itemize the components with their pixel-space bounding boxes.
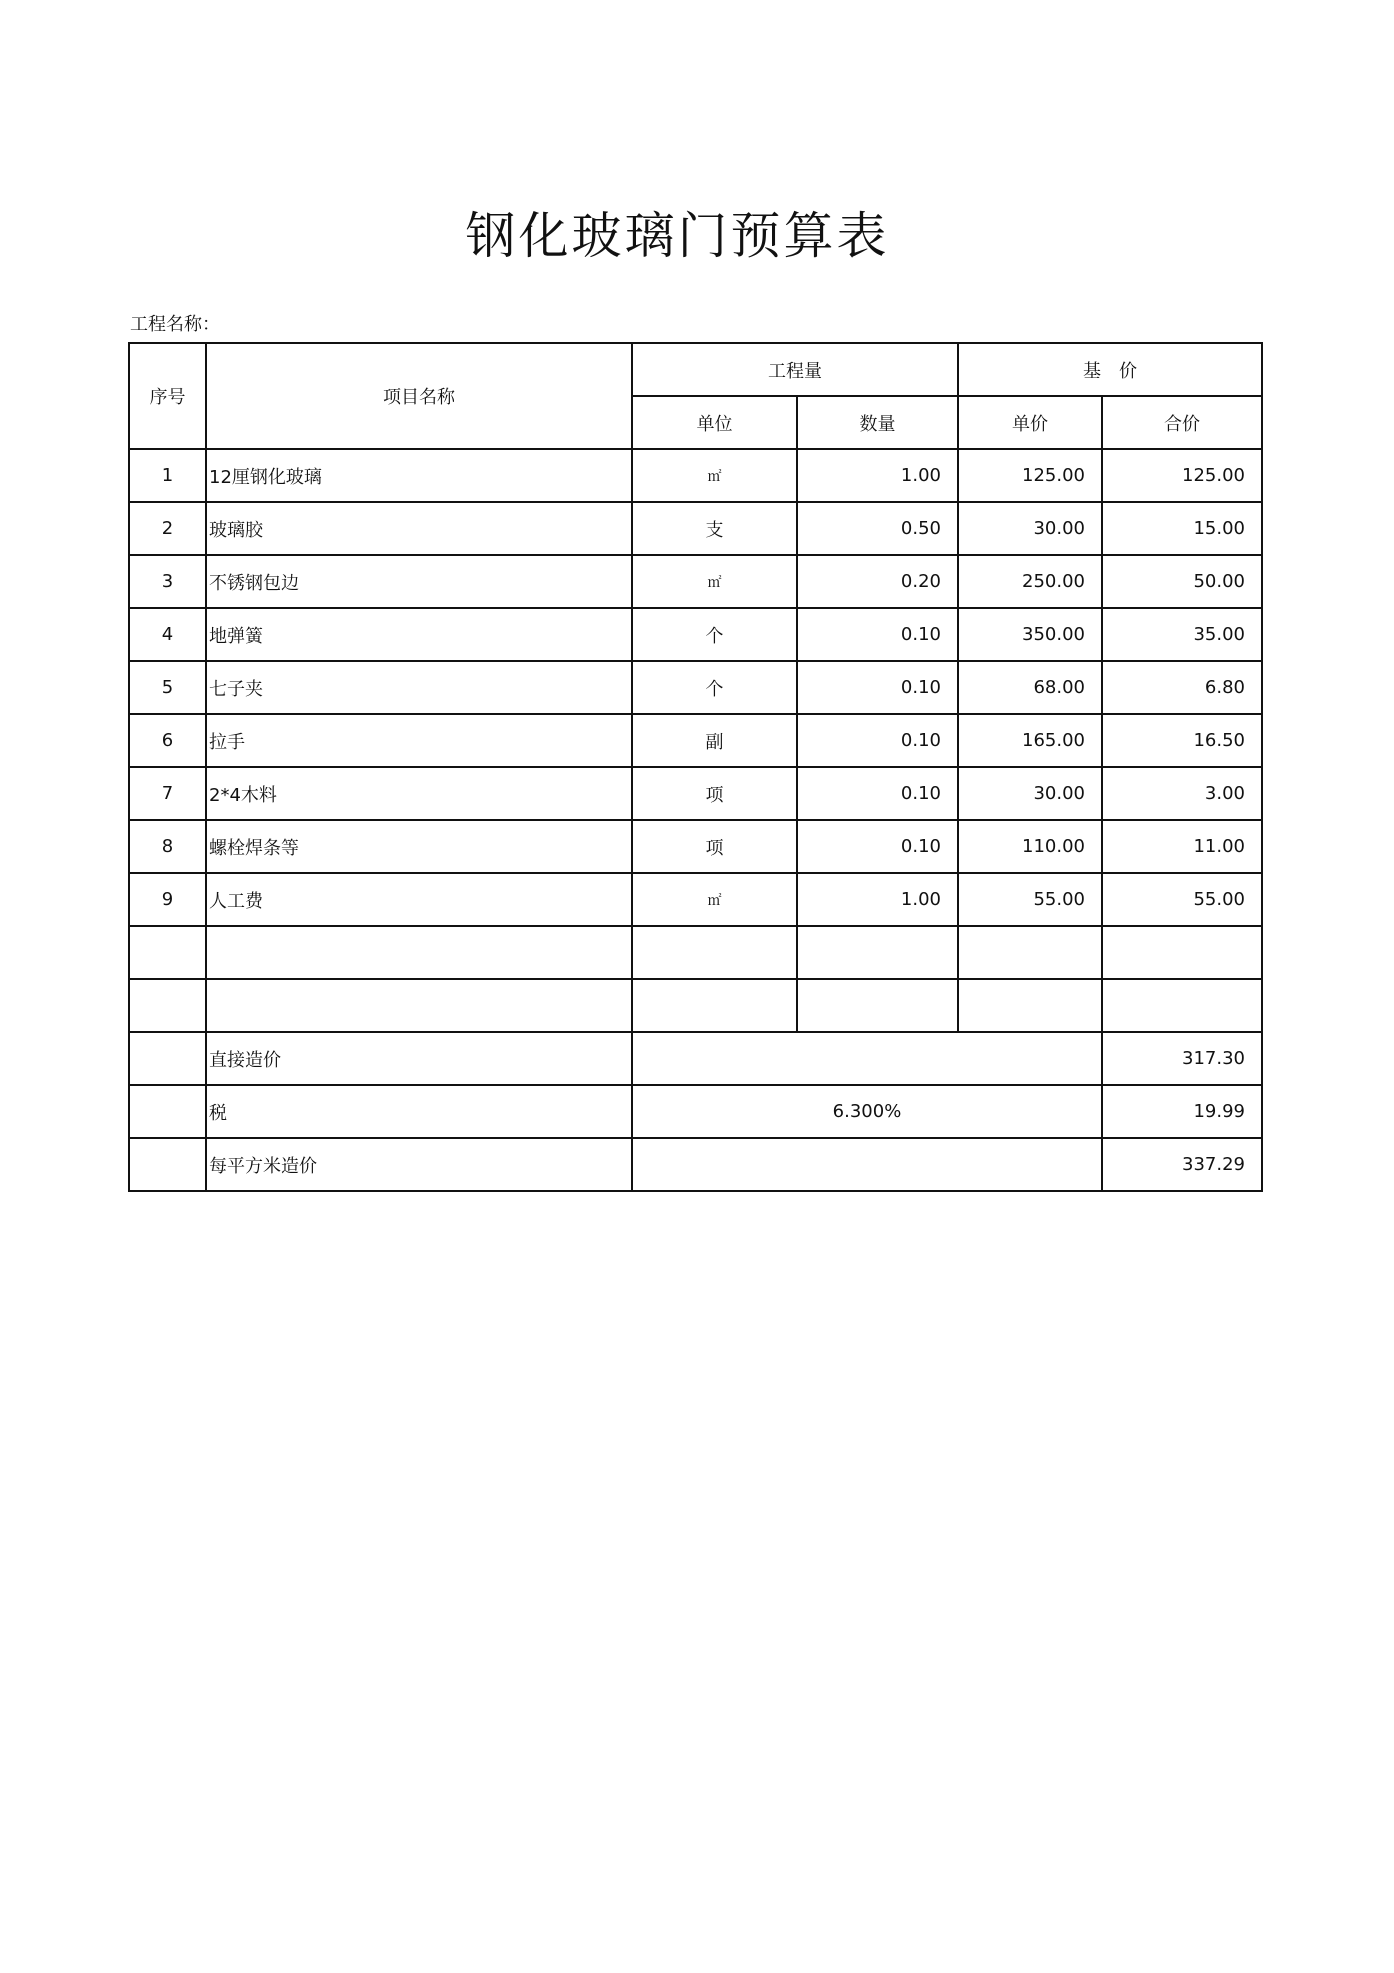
row-quantity: 0.20 bbox=[797, 555, 958, 608]
header-item-name: 项目名称 bbox=[206, 343, 632, 449]
row-unit-price: 125.00 bbox=[958, 449, 1102, 502]
row-item-name: 地弹簧 bbox=[206, 608, 632, 661]
direct-cost-value: 317.30 bbox=[1102, 1032, 1262, 1085]
header-seq: 序号 bbox=[129, 343, 206, 449]
header-row-top bbox=[129, 343, 1262, 396]
table-row bbox=[129, 502, 1262, 555]
row-total: 55.00 bbox=[1102, 873, 1262, 926]
table-row bbox=[129, 661, 1262, 714]
per-sqm-value: 337.29 bbox=[1102, 1138, 1262, 1191]
empty-cell bbox=[797, 979, 958, 1032]
row-item-name: 螺栓焊条等 bbox=[206, 820, 632, 873]
empty-cell bbox=[129, 1138, 206, 1191]
row-seq: 5 bbox=[129, 661, 206, 714]
table-row bbox=[129, 449, 1262, 502]
row-unit: 副 bbox=[632, 714, 797, 767]
row-unit-price: 30.00 bbox=[958, 767, 1102, 820]
row-item-name: 2*4木料 bbox=[206, 767, 632, 820]
table-row bbox=[129, 767, 1262, 820]
table-row bbox=[129, 873, 1262, 926]
row-unit: 支 bbox=[632, 502, 797, 555]
row-unit: ㎡ bbox=[632, 449, 797, 502]
empty-cell bbox=[129, 979, 206, 1032]
row-quantity: 0.10 bbox=[797, 661, 958, 714]
row-item-name: 拉手 bbox=[206, 714, 632, 767]
row-seq: 6 bbox=[129, 714, 206, 767]
header-quantity-group: 工程量 bbox=[632, 343, 958, 396]
row-unit: ㎡ bbox=[632, 873, 797, 926]
empty-cell bbox=[129, 1032, 206, 1085]
page-title: 钢化玻璃门预算表 bbox=[465, 207, 890, 265]
row-total: 50.00 bbox=[1102, 555, 1262, 608]
row-seq: 2 bbox=[129, 502, 206, 555]
empty-cell bbox=[129, 1085, 206, 1138]
empty-cell bbox=[797, 926, 958, 979]
row-quantity: 0.10 bbox=[797, 767, 958, 820]
row-quantity: 0.10 bbox=[797, 608, 958, 661]
row-item-name: 不锈钢包边 bbox=[206, 555, 632, 608]
header-unit-price: 单价 bbox=[958, 396, 1102, 449]
empty-cell bbox=[206, 926, 632, 979]
row-quantity: 0.50 bbox=[797, 502, 958, 555]
header-quantity: 数量 bbox=[797, 396, 958, 449]
empty-row bbox=[129, 926, 1262, 979]
row-unit: ㎡ bbox=[632, 555, 797, 608]
row-total: 125.00 bbox=[1102, 449, 1262, 502]
empty-cell bbox=[1102, 979, 1262, 1032]
row-total: 35.00 bbox=[1102, 608, 1262, 661]
header-price-group: 基 价 bbox=[958, 343, 1262, 396]
tax-label: 税 bbox=[206, 1085, 632, 1138]
row-quantity: 1.00 bbox=[797, 449, 958, 502]
row-unit-price: 68.00 bbox=[958, 661, 1102, 714]
table-row bbox=[129, 714, 1262, 767]
row-unit-price: 250.00 bbox=[958, 555, 1102, 608]
row-item-name: 人工费 bbox=[206, 873, 632, 926]
row-unit: 个 bbox=[632, 661, 797, 714]
row-seq: 3 bbox=[129, 555, 206, 608]
row-quantity: 0.10 bbox=[797, 714, 958, 767]
summary-direct-cost-row bbox=[129, 1032, 1262, 1085]
row-total: 11.00 bbox=[1102, 820, 1262, 873]
empty-cell bbox=[632, 1138, 1102, 1191]
row-total: 3.00 bbox=[1102, 767, 1262, 820]
row-seq: 9 bbox=[129, 873, 206, 926]
empty-row bbox=[129, 979, 1262, 1032]
summary-tax-row bbox=[129, 1085, 1262, 1138]
empty-cell bbox=[632, 979, 797, 1032]
row-seq: 4 bbox=[129, 608, 206, 661]
row-unit: 个 bbox=[632, 608, 797, 661]
row-unit-price: 55.00 bbox=[958, 873, 1102, 926]
budget-table bbox=[128, 342, 1263, 1192]
row-seq: 7 bbox=[129, 767, 206, 820]
empty-cell bbox=[206, 979, 632, 1032]
empty-cell bbox=[1102, 926, 1262, 979]
table-row bbox=[129, 820, 1262, 873]
row-item-name: 七子夹 bbox=[206, 661, 632, 714]
row-total: 6.80 bbox=[1102, 661, 1262, 714]
row-unit-price: 30.00 bbox=[958, 502, 1102, 555]
empty-cell bbox=[632, 1032, 1102, 1085]
header-unit: 单位 bbox=[632, 396, 797, 449]
empty-cell bbox=[632, 926, 797, 979]
row-quantity: 0.10 bbox=[797, 820, 958, 873]
row-item-name: 玻璃胶 bbox=[206, 502, 632, 555]
tax-value: 19.99 bbox=[1102, 1085, 1262, 1138]
project-name-label: 工程名称： bbox=[130, 314, 220, 335]
row-unit-price: 110.00 bbox=[958, 820, 1102, 873]
summary-per-sqm-row bbox=[129, 1138, 1262, 1191]
header-total: 合价 bbox=[1102, 396, 1262, 449]
tax-rate: 6.300% bbox=[632, 1085, 1102, 1138]
empty-cell bbox=[958, 979, 1102, 1032]
row-unit-price: 350.00 bbox=[958, 608, 1102, 661]
row-seq: 1 bbox=[129, 449, 206, 502]
table-row bbox=[129, 608, 1262, 661]
empty-cell bbox=[958, 926, 1102, 979]
empty-cell bbox=[129, 926, 206, 979]
per-sqm-label: 每平方米造价 bbox=[206, 1138, 632, 1191]
row-total: 16.50 bbox=[1102, 714, 1262, 767]
row-unit-price: 165.00 bbox=[958, 714, 1102, 767]
row-unit: 项 bbox=[632, 820, 797, 873]
direct-cost-label: 直接造价 bbox=[206, 1032, 632, 1085]
row-quantity: 1.00 bbox=[797, 873, 958, 926]
row-total: 15.00 bbox=[1102, 502, 1262, 555]
row-item-name: 12厘钢化玻璃 bbox=[206, 449, 632, 502]
row-seq: 8 bbox=[129, 820, 206, 873]
row-unit: 项 bbox=[632, 767, 797, 820]
table-row bbox=[129, 555, 1262, 608]
